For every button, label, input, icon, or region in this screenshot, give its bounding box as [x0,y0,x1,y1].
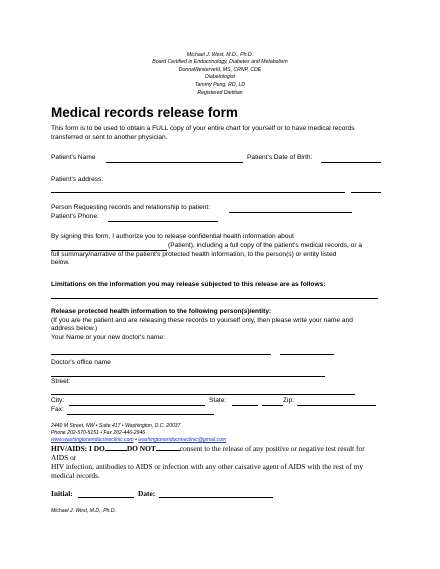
intro-text-line-2: transferred or sent to another physician. [51,133,168,141]
state-field-extra[interactable] [262,405,283,406]
address-label: Patient's address: [51,176,104,183]
hiv-i-do-option[interactable]: I DO [89,444,105,453]
header-certification: Board Certified in Endocrinology, Diabetes and Metabolism [152,59,288,65]
office-name-field[interactable] [51,376,325,377]
new-doctor-label: Your Name or your new doctor's name: [51,334,165,341]
header-dietitian-name: Tammy Peng, RD, LD [194,82,246,88]
clinic-web-email [51,437,226,443]
hiv-consent-line-1 [51,444,365,453]
release-note-line-1: (If you are the patient and are releasing these records to yourself only, then please write your name and [51,316,353,324]
page-title: Medical records release form [51,105,238,120]
hiv-consent-line-4: medical records. [51,471,100,480]
office-name-label: Doctor's office name [51,359,111,366]
clinic-address: 2440 M Street, NW • Suite 417 • Washington, D.C. 20037 [51,423,181,429]
header-physician: Michael J. West, M.D., Ph.D. [186,52,254,58]
date-label: Date: [138,489,156,498]
new-doctor-field-extra[interactable] [280,354,334,355]
new-doctor-field[interactable] [51,354,271,355]
hiv-do-not-option[interactable]: DO NOT [126,444,156,453]
patient-name-label: Patient's Name [51,154,96,161]
email-link[interactable]: washingtonendocrineclinic@gmail.com [138,437,227,443]
hiv-consent-line-3: HIV infection, antibodies to AIDS or infection with any other caisative agent of AIDS with the rest of my [51,462,364,471]
initial-label: Initial: [51,489,73,498]
fax-field[interactable] [67,414,214,415]
website-link[interactable]: www.washingtonendocrineclinic.com [51,437,134,443]
date-field[interactable] [159,497,273,498]
limitations-field[interactable] [51,298,378,299]
requester-label: Person Requesting records and relationship to patient: [51,204,211,211]
consent-line-4: below. [51,259,70,266]
street-label: Street: [51,378,71,385]
phone-field[interactable] [108,221,218,222]
release-note-line-2: address below.) [51,325,98,332]
state-field[interactable] [232,405,258,406]
hiv-i-do-field[interactable] [105,444,127,451]
initial-field[interactable] [78,497,134,498]
header-diabetologist-name: DonnaWesterveld, MS, CRNP, CDE [178,66,262,73]
footer-signature: Michael J. West, M.D., Ph.D. [51,508,117,514]
street-field[interactable] [51,394,355,395]
zip-field[interactable] [297,405,376,406]
hiv-consent-text: consent to the release of any positive or negative test result for [179,444,365,453]
city-field[interactable] [69,405,205,406]
phone-label: Patient's Phone: [51,212,99,220]
header-dietitian-title: Registered Dietitian [197,89,243,96]
release-to-label: Release protected health information to the following person(s)/entity: [51,308,272,315]
clinic-phone-fax: Phone 202-570-5151 • Fax 202-446-2946 [51,430,146,436]
address-field[interactable] [51,192,345,193]
city-label: City: [51,397,65,404]
consent-line-3: full summary/narrative of the patient's protected health information, to the person(s) or entity listed [51,250,337,258]
consent-line-1: By signing this form, I authorize you to release confidential health information about [51,233,295,240]
limitations-label: Limitations on the information you may release subjected to this release are as follows: [51,281,326,288]
web-email-separator: • [133,437,139,443]
dob-field[interactable] [321,162,381,163]
state-label: State: [209,397,227,404]
dob-label: Patient's Date of Birth: [247,154,313,161]
requester-field[interactable] [229,212,352,213]
fax-label: Fax: [51,405,64,413]
consent-line-2: (Patient), including a full copy of the patient's medical records, or a [168,242,363,249]
hiv-do-not-field[interactable] [156,444,180,451]
patient-name-field[interactable] [106,162,243,163]
header-diabetologist-title: Diabetologist [205,74,235,80]
address-field-extra[interactable] [351,192,381,193]
hiv-consent-line-2: AIDS or [51,453,77,462]
hiv-aids-label: HIV/AIDS: [51,444,88,453]
intro-text-line-1: This form is to be used to obtain a FULL copy of your entire chart for yourself or to have medical records [51,125,355,132]
zip-label: Zip: [283,397,294,404]
